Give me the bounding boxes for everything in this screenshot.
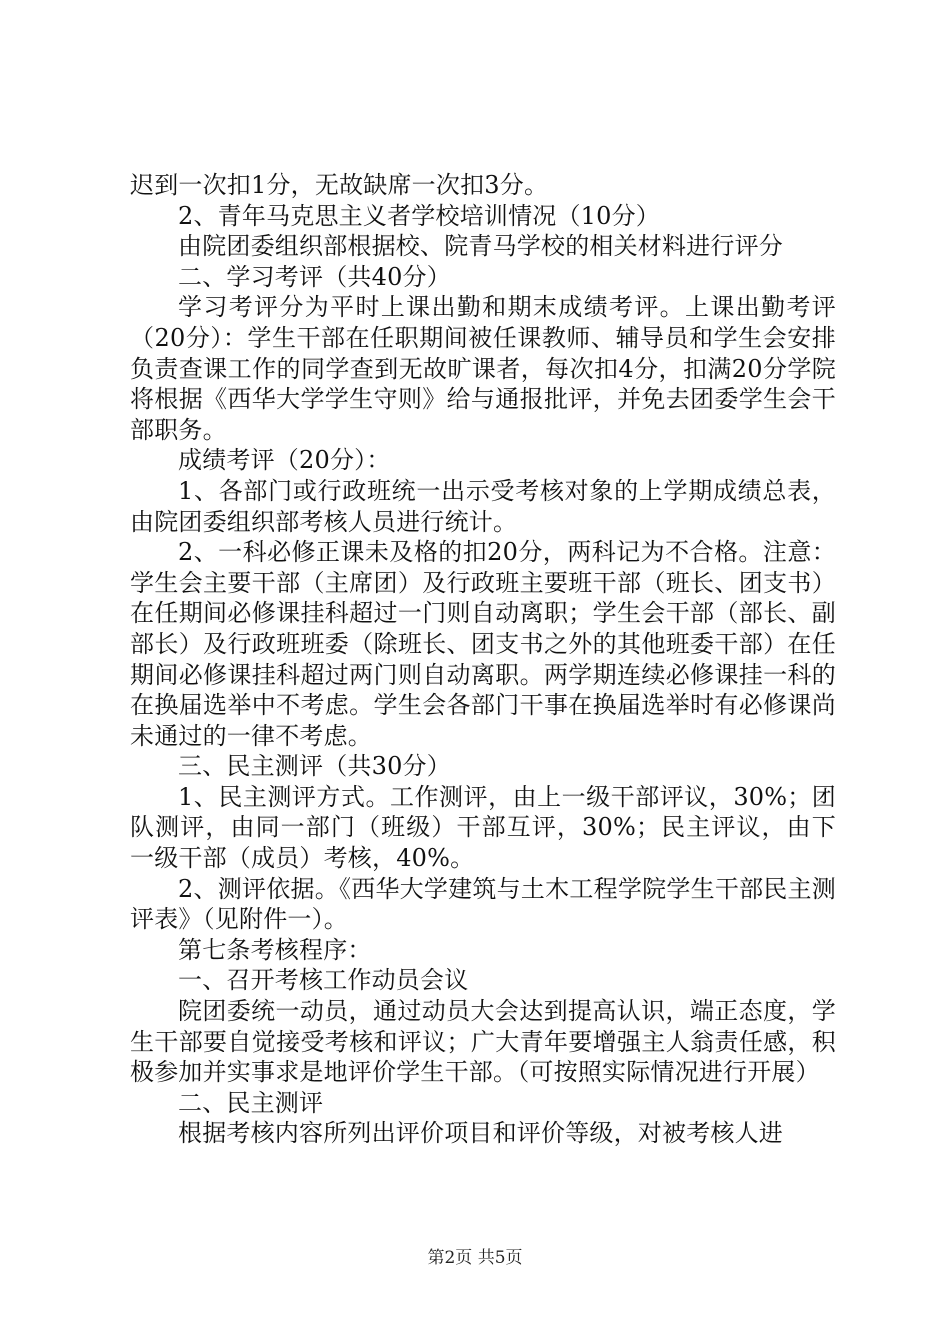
heading-democratic-evaluation: 三、民主测评（共30分） (178, 752, 451, 781)
paragraph-review-items: 根据考核内容所列出评价项目和评价等级，对被考核人进 (178, 1119, 783, 1148)
heading-mobilization-meeting: 一、召开考核工作动员会议 (178, 966, 469, 995)
paragraph-late-absence: 迟到一次扣1分，无故缺席一次扣3分。 (130, 171, 549, 199)
document-body (130, 170, 836, 1149)
paragraph-attendance-evaluation: 学习考评分为平时上课出勤和期末成绩考评。上课出勤考评（20分）：学生干部在任职期间被任课教师、辅导员和学生会安排负责查课工作的同学查到无故旷课者，每次扣4分，扣满20分学院将根据《西华大学学生守则》给与通报批评，并免去团委学生会干部职务。 (130, 293, 836, 444)
paragraph-training-scoring: 由院团委组织部根据校、院青马学校的相关材料进行评分 (178, 232, 783, 261)
paragraph-mobilization: 院团委统一动员，通过动员大会达到提高认识，端正态度，学生干部要自觉接受考核和评议；广大青年要增强主人翁责任感，积极参加并实事求是地评价学生干部。（可按照实际情况进行开展） (130, 997, 836, 1087)
heading-article-seven: 第七条考核程序： (178, 935, 372, 964)
page-footer: 第2页 共5页 (427, 1248, 523, 1268)
paragraph-youth-marxist-training: 2、青年马克思主义者学校培训情况（10分） (178, 201, 661, 230)
paragraph-grade-item-2: 2、一科必修正课未及格的扣20分，两科记为不合格。注意：学生会主要干部（主席团）及行政班主要班干部（班长、团支书）在任期间必修课挂科超过一门则自动离职；学生会干部（部长、副部长）及行政班班委（除班长、团支书之外的其他班委干部）在任期间必修课挂科超过两门则自动离职。两学期连续必修课挂一科的在换届选举中不考虑。学生会各部门干事在换届选举时有必修课尚未通过的一律不考虑。 (130, 538, 836, 750)
paragraph-grade-item-1: 1、各部门或行政班统一出示受考核对象的上学期成绩总表，由院团委组织部考核人员进行统计。 (130, 476, 836, 536)
heading-study-evaluation: 二、学习考评（共40分） (178, 262, 451, 291)
paragraph-evaluation-method: 1、民主测评方式。工作测评，由上一级干部评议，30%；团队测评，由同一部门（班级）干部互评，30%；民主评议，由下一级干部（成员）考核，40%。 (130, 782, 836, 873)
heading-grade-evaluation: 成绩考评（20分）： (178, 446, 391, 475)
paragraph-evaluation-basis: 2、测评依据。《西华大学建筑与土木工程学院学生干部民主测评表》（见附件一）。 (130, 874, 836, 934)
heading-democratic-review: 二、民主测评 (178, 1088, 324, 1117)
